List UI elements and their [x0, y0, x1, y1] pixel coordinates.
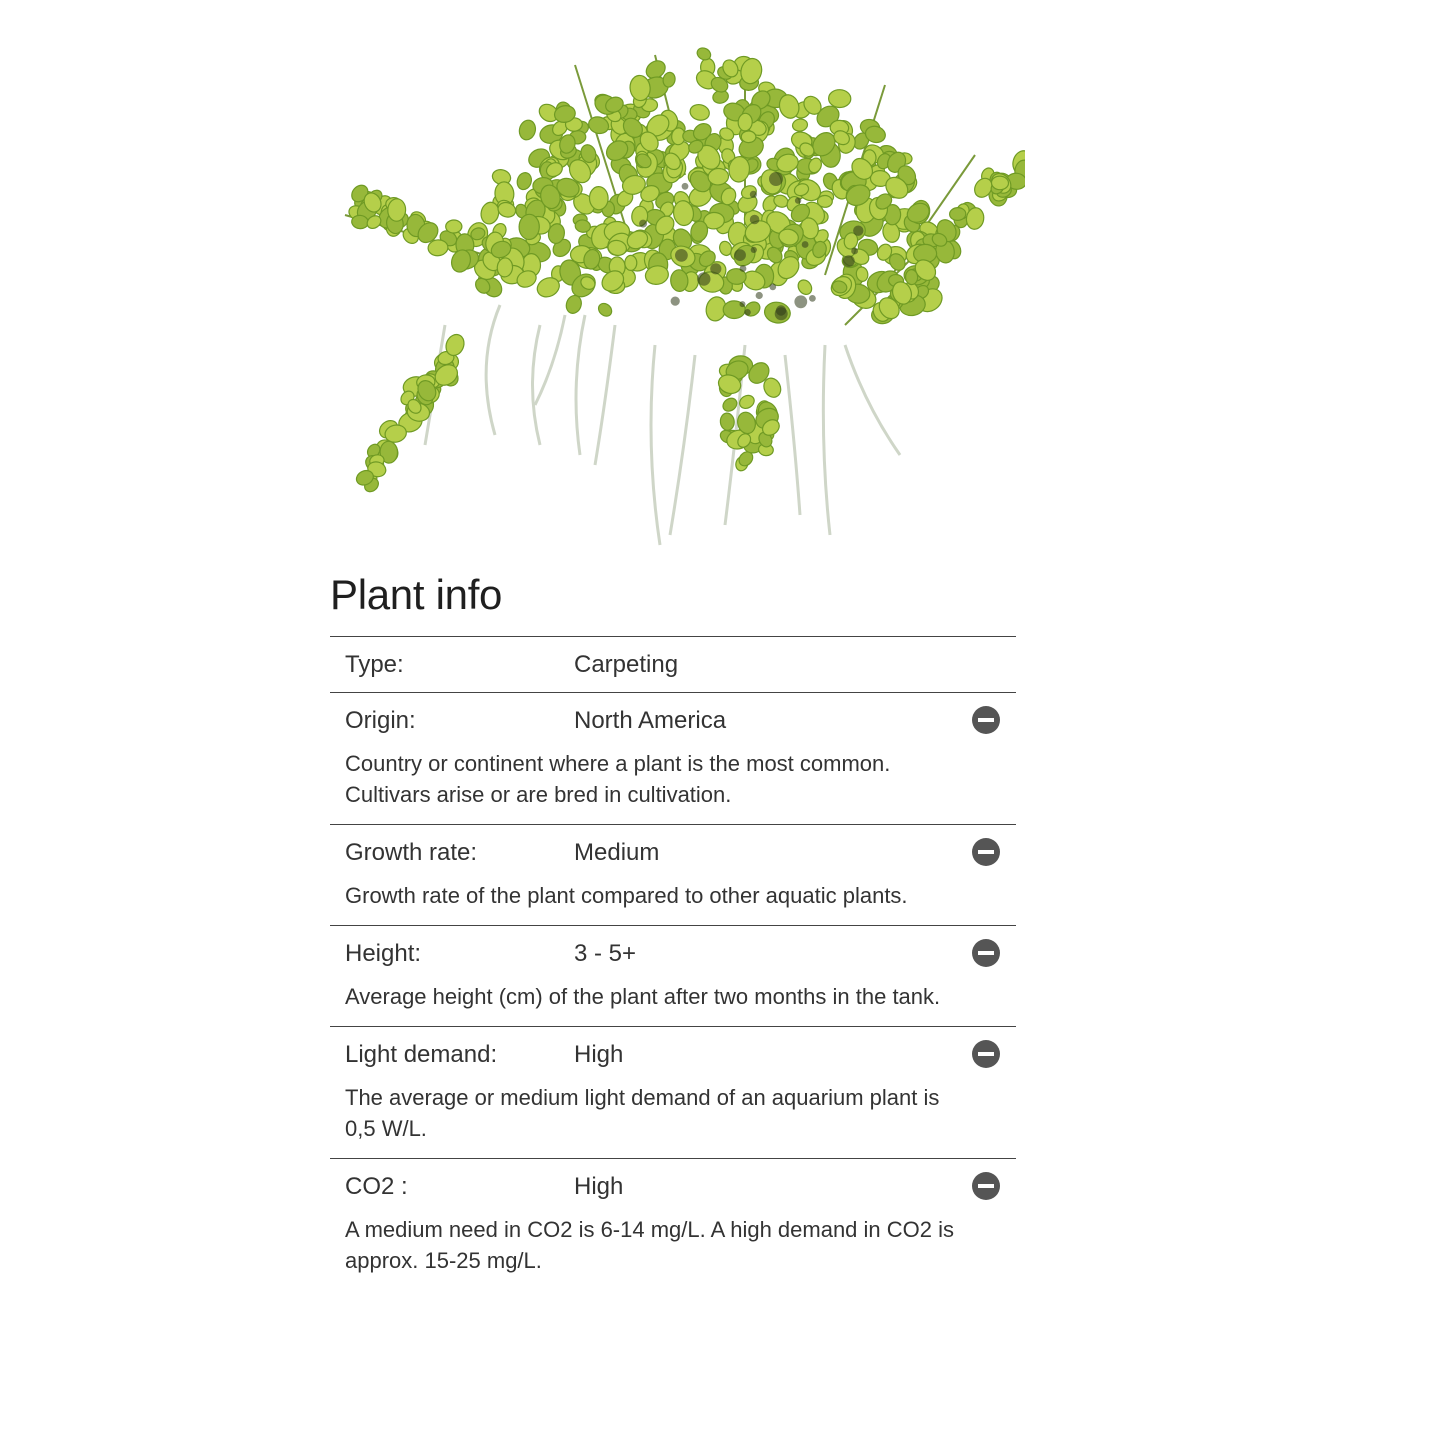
row-value: High [574, 1172, 624, 1200]
plant-info-section [330, 565, 1016, 1290]
row-header[interactable] [330, 1027, 1016, 1082]
minus-circle-icon[interactable] [972, 1172, 1000, 1200]
info-row-height [330, 926, 1016, 1027]
plant-illustration [325, 25, 1025, 555]
row-header[interactable] [330, 926, 1016, 981]
minus-circle-icon[interactable] [972, 1040, 1000, 1068]
info-row-type [330, 637, 1016, 693]
row-value: 3 - 5+ [574, 939, 637, 967]
row-description: Average height (cm) of the plant after two months in the tank. [345, 984, 941, 1009]
row-label: CO2 : [345, 1172, 408, 1200]
row-description: A medium need in CO2 is 6-14 mg/L. A high demand in CO2 is approx. 15-25 mg/L. [345, 1217, 954, 1273]
row-label: Growth rate: [345, 838, 478, 866]
info-row-origin [330, 693, 1016, 825]
info-row-light-demand [330, 1027, 1016, 1159]
row-description: Growth rate of the plant compared to other aquatic plants. [345, 883, 908, 908]
row-label: Type: [345, 650, 404, 678]
row-value: Medium [574, 838, 660, 866]
row-header[interactable] [330, 1159, 1016, 1214]
row-label: Light demand: [345, 1040, 498, 1068]
row-description: The average or medium light demand of an aquarium plant is 0,5 W/L. [345, 1085, 940, 1141]
row-label: Origin: [345, 706, 416, 734]
row-value: Carpeting [574, 650, 679, 678]
row-header[interactable] [330, 825, 1016, 880]
plant-info-table [330, 636, 1016, 1290]
plant-image [325, 25, 1025, 555]
info-row-co2 [330, 1159, 1016, 1290]
row-header [330, 637, 1016, 692]
info-row-growth-rate [330, 825, 1016, 926]
row-header[interactable] [330, 693, 1016, 748]
minus-circle-icon[interactable] [972, 838, 1000, 866]
minus-circle-icon[interactable] [972, 706, 1000, 734]
row-value: North America [574, 706, 727, 734]
row-value: High [574, 1040, 624, 1068]
row-label: Height: [345, 939, 422, 967]
section-title: Plant info [330, 571, 503, 618]
row-description: Country or continent where a plant is the most common. Cultivars arise or are bred in cultivation. [345, 751, 891, 807]
minus-circle-icon[interactable] [972, 939, 1000, 967]
